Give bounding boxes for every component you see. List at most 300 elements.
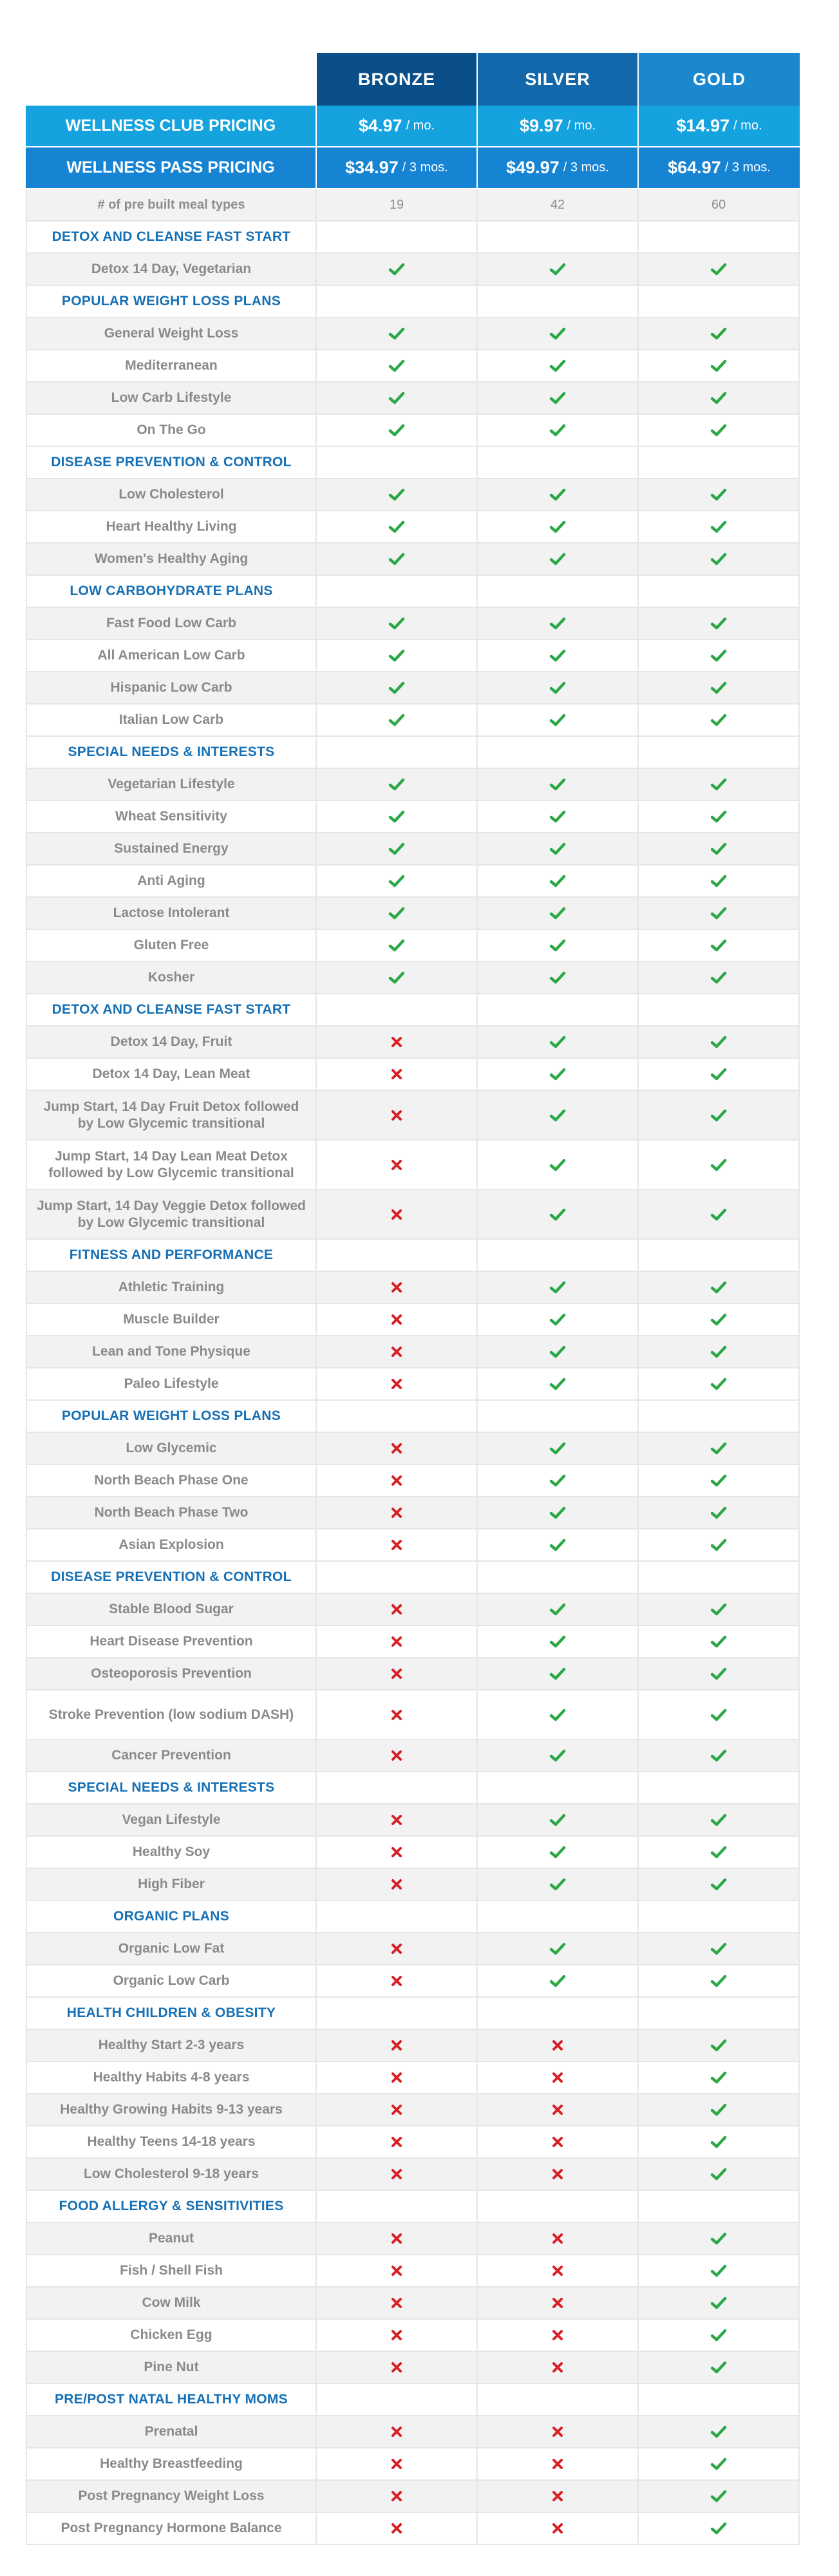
section-title: DETOX AND CLEANSE FAST START: [26, 222, 317, 254]
feature-gold-cell: [639, 2094, 800, 2126]
feature-bronze-cell: [317, 2030, 478, 2062]
check-icon: [549, 1158, 566, 1172]
feature-bronze-cell: [317, 1594, 478, 1626]
check-icon: [388, 938, 405, 952]
cross-icon: [390, 1345, 403, 1358]
feature-silver-cell: [478, 1965, 639, 1998]
check-icon: [710, 2264, 727, 2278]
cross-icon: [390, 1539, 403, 1551]
feature-bronze-cell: [317, 801, 478, 833]
cross-icon: [551, 2490, 564, 2503]
feature-name: Post Pregnancy Weight Loss: [26, 2481, 317, 2513]
feature-name: Pine Nut: [26, 2352, 317, 2384]
section-empty-cell: [478, 1240, 639, 1272]
feature-name: Cow Milk: [26, 2287, 317, 2320]
cross-icon: [551, 2264, 564, 2277]
feature-name: On The Go: [26, 415, 317, 447]
feature-row: [26, 866, 800, 898]
section-empty-cell: [478, 286, 639, 318]
feature-bronze-cell: [317, 1837, 478, 1869]
feature-row: [26, 2126, 800, 2159]
pricing-label: WELLNESS PASS PRICING: [26, 147, 317, 189]
feature-name: Women's Healthy Aging: [26, 544, 317, 576]
check-icon: [710, 327, 727, 341]
feature-bronze-cell: [317, 769, 478, 801]
section-empty-cell: [639, 2191, 800, 2223]
feature-name: Vegetarian Lifestyle: [26, 769, 317, 801]
feature-silver-cell: [478, 415, 639, 447]
feature-row: [26, 1141, 800, 1190]
check-icon: [710, 1877, 727, 1891]
feature-silver-cell: [478, 1368, 639, 1401]
feature-name: Stroke Prevention (low sodium DASH): [26, 1690, 317, 1740]
feature-name: Kosher: [26, 962, 317, 994]
feature-silver-cell: [478, 1530, 639, 1562]
feature-row: [26, 415, 800, 447]
feature-bronze-cell: [317, 1626, 478, 1658]
cross-icon: [551, 2071, 564, 2084]
feature-name: Low Glycemic: [26, 1433, 317, 1465]
check-icon: [710, 2521, 727, 2535]
cross-icon: [390, 1036, 403, 1048]
feature-gold-cell: [639, 1368, 800, 1401]
feature-row: [26, 1190, 800, 1240]
feature-gold-cell: [639, 479, 800, 511]
cross-icon: [390, 2039, 403, 2052]
feature-silver-cell: [478, 608, 639, 640]
feature-bronze-cell: [317, 1304, 478, 1336]
feature-name: Healthy Soy: [26, 1837, 317, 1869]
feature-name: Low Cholesterol: [26, 479, 317, 511]
feature-gold-cell: [639, 2126, 800, 2159]
feature-bronze-cell: [317, 318, 478, 350]
feature-bronze-cell: [317, 2223, 478, 2255]
feature-bronze-cell: [317, 1190, 478, 1240]
feature-silver-cell: [478, 2159, 639, 2191]
price-period: / mo.: [406, 118, 435, 133]
feature-row: [26, 544, 800, 576]
feature-name: Sustained Energy: [26, 833, 317, 866]
check-icon: [549, 1845, 566, 1859]
section-empty-cell: [639, 447, 800, 479]
feature-row: [26, 1368, 800, 1401]
price-period: / mo.: [567, 118, 596, 133]
feature-gold-cell: [639, 2159, 800, 2191]
feature-row: [26, 2287, 800, 2320]
feature-name: Fast Food Low Carb: [26, 608, 317, 640]
feature-bronze-cell: [317, 2448, 478, 2481]
feature-gold-cell: [639, 2448, 800, 2481]
feature-row: [26, 318, 800, 350]
feature-bronze-cell: [317, 1336, 478, 1368]
check-icon: [710, 552, 727, 566]
meal-types-count-silver: 42: [478, 189, 639, 222]
feature-gold-cell: [639, 415, 800, 447]
meal-types-count-gold: 60: [639, 189, 800, 222]
feature-bronze-cell: [317, 2416, 478, 2448]
check-icon: [710, 2135, 727, 2149]
check-icon: [388, 906, 405, 920]
feature-silver-cell: [478, 1497, 639, 1530]
section-empty-cell: [478, 1901, 639, 1933]
feature-gold-cell: [639, 544, 800, 576]
feature-name: Athletic Training: [26, 1272, 317, 1304]
check-icon: [549, 1473, 566, 1488]
feature-name: Italian Low Carb: [26, 705, 317, 737]
feature-bronze-cell: [317, 640, 478, 672]
feature-silver-cell: [478, 254, 639, 286]
feature-gold-cell: [639, 2320, 800, 2352]
feature-bronze-cell: [317, 2126, 478, 2159]
feature-name: Osteoporosis Prevention: [26, 1658, 317, 1690]
feature-bronze-cell: [317, 2287, 478, 2320]
cross-icon: [390, 2136, 403, 2148]
feature-name: Paleo Lifestyle: [26, 1368, 317, 1401]
section-empty-cell: [317, 2191, 478, 2223]
check-icon: [549, 1208, 566, 1222]
feature-bronze-cell: [317, 1091, 478, 1141]
feature-bronze-cell: [317, 2481, 478, 2513]
check-icon: [710, 906, 727, 920]
check-icon: [710, 1108, 727, 1122]
check-icon: [710, 1667, 727, 1681]
price-amount: $49.97: [506, 158, 560, 177]
feature-name: North Beach Phase One: [26, 1465, 317, 1497]
feature-bronze-cell: [317, 1804, 478, 1837]
check-icon: [710, 488, 727, 502]
cross-icon: [390, 1635, 403, 1648]
tier-header-blank: [26, 53, 317, 106]
feature-silver-cell: [478, 2448, 639, 2481]
feature-bronze-cell: [317, 1869, 478, 1901]
check-icon: [710, 810, 727, 824]
feature-bronze-cell: [317, 1465, 478, 1497]
check-icon: [710, 713, 727, 727]
feature-silver-cell: [478, 2223, 639, 2255]
section-title: SPECIAL NEEDS & INTERESTS: [26, 1772, 317, 1804]
feature-silver-cell: [478, 544, 639, 576]
check-icon: [710, 2070, 727, 2085]
section-empty-cell: [317, 737, 478, 769]
section-empty-cell: [639, 1901, 800, 1933]
section-empty-cell: [317, 576, 478, 608]
feature-row: [26, 2448, 800, 2481]
check-icon: [710, 1634, 727, 1649]
check-icon: [710, 2457, 727, 2471]
section-empty-cell: [478, 576, 639, 608]
feature-row: [26, 2255, 800, 2287]
section-header-row: [26, 2191, 800, 2223]
feature-silver-cell: [478, 672, 639, 705]
section-empty-cell: [478, 994, 639, 1027]
check-icon: [388, 327, 405, 341]
price-period: / 3 mos.: [402, 160, 448, 175]
section-empty-cell: [317, 994, 478, 1027]
cross-icon: [390, 2425, 403, 2438]
feature-silver-cell: [478, 1658, 639, 1690]
feature-gold-cell: [639, 769, 800, 801]
cross-icon: [390, 1667, 403, 1680]
check-icon: [710, 2103, 727, 2117]
cross-icon: [390, 2232, 403, 2245]
feature-row: [26, 640, 800, 672]
section-title: PRE/POST NATAL HEALTHY MOMS: [26, 2384, 317, 2416]
feature-silver-cell: [478, 1465, 639, 1497]
check-icon: [710, 1377, 727, 1391]
check-icon: [549, 552, 566, 566]
check-icon: [388, 488, 405, 502]
cross-icon: [390, 1068, 403, 1081]
check-icon: [549, 391, 566, 405]
check-icon: [710, 2328, 727, 2342]
feature-row: [26, 672, 800, 705]
cross-icon: [551, 2329, 564, 2342]
feature-row: [26, 1626, 800, 1658]
cross-icon: [390, 1313, 403, 1326]
feature-bronze-cell: [317, 930, 478, 962]
check-icon: [710, 842, 727, 856]
feature-gold-cell: [639, 1869, 800, 1901]
check-icon: [549, 810, 566, 824]
price-bronze: [317, 106, 478, 147]
feature-gold-cell: [639, 2352, 800, 2384]
check-icon: [388, 777, 405, 791]
feature-gold-cell: [639, 2255, 800, 2287]
meal-types-label: # of pre built meal types: [26, 189, 317, 222]
check-icon: [549, 1974, 566, 1988]
feature-row: [26, 1804, 800, 1837]
feature-bronze-cell: [317, 511, 478, 544]
feature-gold-cell: [639, 930, 800, 962]
feature-bronze-cell: [317, 1933, 478, 1965]
cross-icon: [390, 1942, 403, 1955]
feature-row: [26, 833, 800, 866]
price-silver: [478, 106, 639, 147]
check-icon: [710, 2425, 727, 2439]
cross-icon: [551, 2297, 564, 2309]
section-empty-cell: [639, 2384, 800, 2416]
feature-gold-cell: [639, 2062, 800, 2094]
check-icon: [388, 971, 405, 985]
section-empty-cell: [317, 447, 478, 479]
feature-gold-cell: [639, 2287, 800, 2320]
feature-silver-cell: [478, 511, 639, 544]
check-icon: [549, 874, 566, 888]
feature-gold-cell: [639, 1594, 800, 1626]
section-header-row: [26, 737, 800, 769]
section-empty-cell: [317, 286, 478, 318]
section-empty-cell: [317, 1401, 478, 1433]
cross-icon: [390, 2071, 403, 2084]
feature-silver-cell: [478, 2062, 639, 2094]
check-icon: [549, 616, 566, 630]
feature-name: Wheat Sensitivity: [26, 801, 317, 833]
feature-gold-cell: [639, 1190, 800, 1240]
cross-icon: [390, 2490, 403, 2503]
check-icon: [388, 423, 405, 437]
check-icon: [710, 1813, 727, 1827]
feature-name: Peanut: [26, 2223, 317, 2255]
cross-icon: [390, 1159, 403, 1171]
section-title: LOW CARBOHYDRATE PLANS: [26, 576, 317, 608]
check-icon: [549, 1345, 566, 1359]
check-icon: [710, 1506, 727, 1520]
feature-gold-cell: [639, 640, 800, 672]
feature-name: Jump Start, 14 Day Fruit Detox followed by Low Glycemic transitional: [26, 1091, 317, 1141]
section-empty-cell: [478, 2384, 639, 2416]
feature-row: [26, 1690, 800, 1740]
feature-name: Gluten Free: [26, 930, 317, 962]
feature-silver-cell: [478, 479, 639, 511]
section-header-row: [26, 1401, 800, 1433]
section-empty-cell: [317, 1562, 478, 1594]
feature-name: Detox 14 Day, Vegetarian: [26, 254, 317, 286]
check-icon: [388, 359, 405, 373]
check-icon: [549, 1667, 566, 1681]
price-silver: [478, 147, 639, 189]
feature-row: [26, 898, 800, 930]
feature-gold-cell: [639, 1027, 800, 1059]
check-icon: [710, 1473, 727, 1488]
feature-silver-cell: [478, 1626, 639, 1658]
pricing-label: WELLNESS CLUB PRICING: [26, 106, 317, 147]
feature-name: Low Cholesterol 9-18 years: [26, 2159, 317, 2191]
feature-silver-cell: [478, 866, 639, 898]
price-gold: [639, 106, 800, 147]
feature-gold-cell: [639, 1465, 800, 1497]
feature-gold-cell: [639, 2030, 800, 2062]
check-icon: [710, 1280, 727, 1294]
feature-bronze-cell: [317, 1433, 478, 1465]
section-empty-cell: [639, 994, 800, 1027]
check-icon: [549, 488, 566, 502]
cross-icon: [390, 1749, 403, 1762]
feature-gold-cell: [639, 318, 800, 350]
feature-name: Low Carb Lifestyle: [26, 383, 317, 415]
cross-icon: [551, 2232, 564, 2245]
feature-name: All American Low Carb: [26, 640, 317, 672]
feature-gold-cell: [639, 1804, 800, 1837]
feature-row: [26, 1740, 800, 1772]
section-title: ORGANIC PLANS: [26, 1901, 317, 1933]
feature-gold-cell: [639, 705, 800, 737]
feature-bronze-cell: [317, 383, 478, 415]
cross-icon: [390, 1378, 403, 1390]
feature-name: Jump Start, 14 Day Lean Meat Detox followed by Low Glycemic transitional: [26, 1141, 317, 1190]
feature-gold-cell: [639, 833, 800, 866]
feature-row: [26, 1027, 800, 1059]
feature-name: Asian Explosion: [26, 1530, 317, 1562]
feature-silver-cell: [478, 318, 639, 350]
feature-name: Detox 14 Day, Lean Meat: [26, 1059, 317, 1091]
feature-name: Detox 14 Day, Fruit: [26, 1027, 317, 1059]
cross-icon: [551, 2361, 564, 2374]
tier-gold: GOLD: [639, 53, 800, 106]
feature-row: [26, 2481, 800, 2513]
feature-name: Healthy Teens 14-18 years: [26, 2126, 317, 2159]
check-icon: [388, 681, 405, 695]
feature-silver-cell: [478, 1304, 639, 1336]
cross-icon: [551, 2136, 564, 2148]
feature-gold-cell: [639, 1690, 800, 1740]
check-icon: [549, 1538, 566, 1552]
feature-bronze-cell: [317, 2513, 478, 2545]
feature-name: Cancer Prevention: [26, 1740, 317, 1772]
feature-bronze-cell: [317, 479, 478, 511]
section-empty-cell: [639, 1772, 800, 1804]
section-header-row: [26, 286, 800, 318]
check-icon: [710, 391, 727, 405]
check-icon: [549, 1708, 566, 1722]
feature-row: [26, 2094, 800, 2126]
feature-gold-cell: [639, 898, 800, 930]
check-icon: [710, 423, 727, 437]
check-icon: [388, 616, 405, 630]
feature-name: Healthy Growing Habits 9-13 years: [26, 2094, 317, 2126]
feature-row: [26, 1869, 800, 1901]
price-period: / 3 mos.: [563, 160, 609, 175]
check-icon: [549, 1748, 566, 1763]
feature-silver-cell: [478, 1837, 639, 1869]
check-icon: [549, 713, 566, 727]
check-icon: [388, 552, 405, 566]
price-amount: $14.97: [676, 116, 730, 135]
check-icon: [549, 649, 566, 663]
feature-gold-cell: [639, 1837, 800, 1869]
cross-icon: [390, 1109, 403, 1122]
check-icon: [549, 1441, 566, 1455]
cross-icon: [390, 1208, 403, 1221]
section-empty-cell: [478, 1401, 639, 1433]
feature-gold-cell: [639, 2223, 800, 2255]
check-icon: [388, 842, 405, 856]
price-bronze: [317, 147, 478, 189]
check-icon: [549, 1602, 566, 1616]
check-icon: [388, 649, 405, 663]
feature-bronze-cell: [317, 608, 478, 640]
check-icon: [710, 1602, 727, 1616]
feature-gold-cell: [639, 801, 800, 833]
feature-bronze-cell: [317, 1658, 478, 1690]
feature-silver-cell: [478, 2030, 639, 2062]
feature-silver-cell: [478, 1933, 639, 1965]
section-empty-cell: [639, 1998, 800, 2030]
check-icon: [549, 520, 566, 534]
cross-icon: [390, 1814, 403, 1826]
feature-name: Stable Blood Sugar: [26, 1594, 317, 1626]
feature-bronze-cell: [317, 2352, 478, 2384]
feature-silver-cell: [478, 801, 639, 833]
feature-name: Healthy Breastfeeding: [26, 2448, 317, 2481]
feature-gold-cell: [639, 1059, 800, 1091]
check-icon: [549, 1035, 566, 1049]
section-empty-cell: [478, 737, 639, 769]
feature-name: Organic Low Carb: [26, 1965, 317, 1998]
section-empty-cell: [639, 1562, 800, 1594]
check-icon: [710, 2167, 727, 2181]
cross-icon: [390, 2361, 403, 2374]
feature-silver-cell: [478, 640, 639, 672]
section-empty-cell: [478, 1772, 639, 1804]
feature-gold-cell: [639, 383, 800, 415]
section-title: POPULAR WEIGHT LOSS PLANS: [26, 286, 317, 318]
section-title: DETOX AND CLEANSE FAST START: [26, 994, 317, 1027]
feature-gold-cell: [639, 1336, 800, 1368]
section-empty-cell: [317, 1901, 478, 1933]
section-empty-cell: [317, 1772, 478, 1804]
feature-row: [26, 1837, 800, 1869]
check-icon: [549, 1280, 566, 1294]
